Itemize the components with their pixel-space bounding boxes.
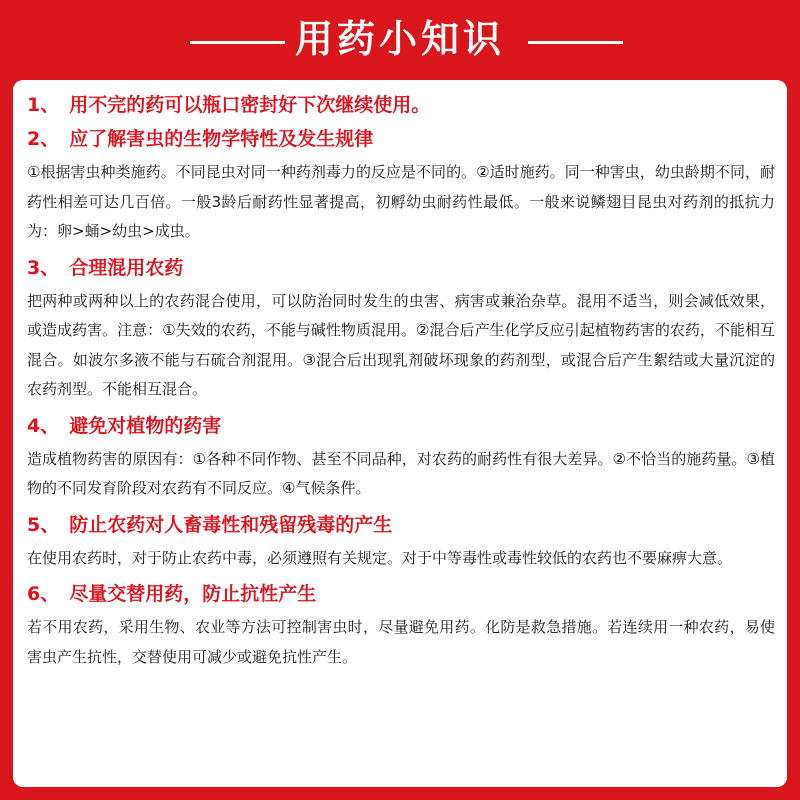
content-panel	[13, 80, 787, 787]
section-1	[27, 92, 775, 118]
section-heading	[27, 126, 775, 152]
page-title: 用药小知识	[294, 17, 505, 61]
section-title: 用不完的药可以瓶口密封好下次继续使用。	[69, 94, 431, 116]
section-heading	[27, 512, 775, 538]
section-title: 合理混用农药	[69, 256, 184, 279]
section-title: 尽量交替用药，防止抗性产生	[69, 583, 317, 605]
section-title: 避免对植物的药害	[69, 414, 222, 437]
section-heading	[27, 255, 775, 281]
section-heading	[27, 413, 775, 439]
section-number: 2、	[27, 128, 60, 150]
section-number: 5、	[27, 513, 60, 536]
section-3	[27, 255, 775, 405]
section-heading	[27, 581, 775, 607]
section-number: 3、	[27, 256, 60, 279]
section-body: 在使用农药时，对于防止农药中毒，必须遵照有关规定。对于中等毒性或毒性较低的农药也不要麻痹大意。	[27, 548, 733, 567]
section-4	[27, 413, 775, 504]
section-number: 1、	[27, 94, 60, 116]
header-banner	[0, 0, 800, 80]
section-2	[27, 126, 775, 247]
section-body: ①根据害虫种类施药。不同昆虫对同一种药剂毒力的反应是不同的。②适时施药。同一种害虫，幼虫龄期不同，耐药性相差可达几百倍。一般3龄后耐药性显著提高，初孵幼虫耐药性最低。一般来说鳞翅目昆虫对药剂的抵抗力为：卵>蛹>幼虫>成虫。	[27, 163, 775, 240]
section-title: 应了解害虫的生物学特性及发生规律	[69, 128, 374, 150]
section-number: 4、	[27, 414, 60, 437]
section-number: 6、	[27, 583, 60, 605]
section-body: 把两种或两种以上的农药混合使用，可以防治同时发生的虫害、病害或兼治杂草。混用不适当，则会减低效果，或造成药害。注意：①失效的农药，不能与碱性物质混用。②混合后产生化学反应引起植物药害的农药，不能相互混合。如波尔多液不能与石硫合剂混用。③混合后出现乳剂破坏现象的药剂型，或混合后产生絮结或大量沉淀的农药剂型。不能相互混合。	[27, 291, 775, 398]
section-body: 造成植物药害的原因有：①各种不同作物、甚至不同品种，对农药的耐药性有很大差异。②不恰当的施药量。③植物的不同发育阶段对农药有不同反应。④气候条件。	[27, 449, 775, 497]
section-6	[27, 581, 775, 672]
section-body: 若不用农药，采用生物、农业等方法可控制害虫时，尽量避免用药。化防是救急措施。若连续用一种农药，易使害虫产生抗性，交替使用可减少或避免抗性产生。	[27, 618, 775, 666]
section-heading	[27, 92, 775, 118]
section-title: 防止农药对人畜毒性和残留残毒的产生	[69, 513, 393, 536]
title-divider-right	[528, 41, 623, 44]
content-body	[13, 80, 787, 672]
section-5	[27, 512, 775, 574]
